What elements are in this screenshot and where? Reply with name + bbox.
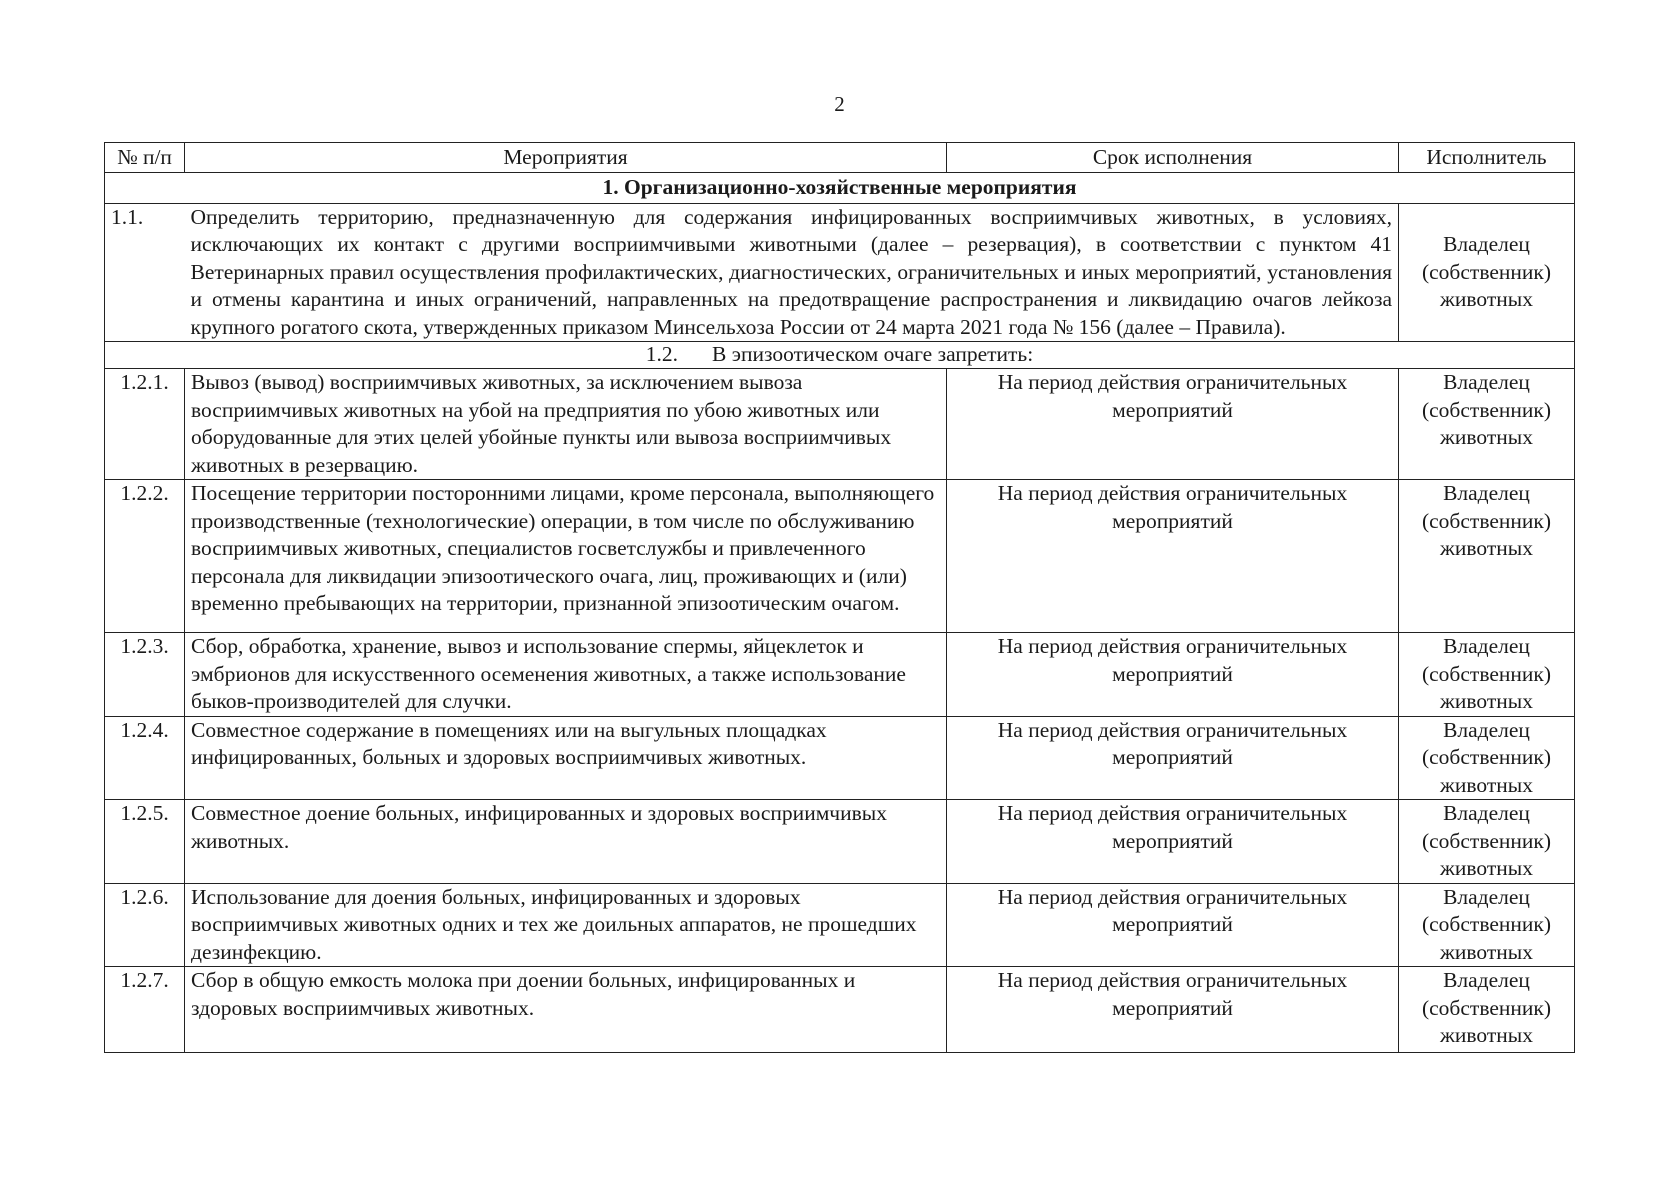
row-term: На период действия ограничительных мероприятий xyxy=(947,800,1399,884)
row-term: На период действия ограничительных мероприятий xyxy=(947,883,1399,967)
page-number: 2 xyxy=(834,92,845,116)
subsection-row xyxy=(105,342,1575,369)
table-row xyxy=(105,369,1575,480)
row-num: 1.2.2. xyxy=(105,480,185,633)
table-row xyxy=(105,800,1575,884)
row-executor: Владелец (собственник) животных xyxy=(1399,369,1575,480)
subsection-title xyxy=(105,342,1575,369)
row-measure: Использование для доения больных, инфицированных и здоровых восприимчивых животных одних и тех же доильных аппаратов, не прошедших дезинфекцию. xyxy=(185,883,947,967)
row-executor: Владелец (собственник) животных xyxy=(1399,716,1575,800)
row-num: 1.2.1. xyxy=(105,369,185,480)
header-measure: Мероприятия xyxy=(185,143,947,173)
row-num: 1.2.5. xyxy=(105,800,185,884)
subsection-num: 1.2. xyxy=(645,342,679,366)
row-num: 1.2.7. xyxy=(105,967,185,1053)
row-num: 1.2.4. xyxy=(105,716,185,800)
row-executor: Владелец (собственник) животных xyxy=(1399,883,1575,967)
item-1-1-executor: Владелец (собственник) животных xyxy=(1399,203,1575,342)
row-executor: Владелец (собственник) животных xyxy=(1399,800,1575,884)
row-measure: Вывоз (вывод) восприимчивых животных, за исключением вывоза восприимчивых животных на убой на предприятия по убою животных или оборудованные для этих целей убойные пункты или вывоза восприимчивых животных в резервацию. xyxy=(185,369,947,480)
row-measure: Сбор в общую емкость молока при доении больных, инфицированных и здоровых восприимчивых животных. xyxy=(185,967,947,1053)
measures-table xyxy=(104,142,1575,1053)
row-num: 1.2.6. xyxy=(105,883,185,967)
row-term: На период действия ограничительных мероприятий xyxy=(947,716,1399,800)
table-row xyxy=(105,203,1575,342)
row-num: 1.2.3. xyxy=(105,633,185,717)
row-term: На период действия ограничительных мероприятий xyxy=(947,369,1399,480)
row-executor: Владелец (собственник) животных xyxy=(1399,967,1575,1053)
subsection-text: В эпизоотическом очаге запретить: xyxy=(712,342,1034,366)
header-term: Срок исполнения xyxy=(947,143,1399,173)
row-measure: Совместное доение больных, инфицированных и здоровых восприимчивых животных. xyxy=(185,800,947,884)
table-header-row xyxy=(105,143,1575,173)
row-term: На период действия ограничительных мероприятий xyxy=(947,967,1399,1053)
table-row xyxy=(105,967,1575,1053)
item-1-1-text: Определить территорию, предназначенную для содержания инфицированных восприимчивых животных, в условиях, исключающих их контакт с другими восприимчивыми животными (далее – резервация), в соответствии с пунктом 41 Ветеринарных правил осуществления профилактических, диагностических, ограничительных и иных мероприятий, установления и отмены карантина и иных ограничений, направленных на предотвращение распространения и ликвидацию очагов лейкоза крупного рогатого скота, утвержденных приказом Минсельхоза России от 24 марта 2021 года № 156 (далее – Правила). xyxy=(185,203,1399,342)
table-row xyxy=(105,633,1575,717)
row-measure: Сбор, обработка, хранение, вывоз и использование спермы, яйцеклеток и эмбрионов для искусственного осеменения животных, а также использование быков-производителей для случки. xyxy=(185,633,947,717)
row-executor: Владелец (собственник) животных xyxy=(1399,633,1575,717)
table-row xyxy=(105,716,1575,800)
section-row xyxy=(105,172,1575,203)
row-executor: Владелец (собственник) животных xyxy=(1399,480,1575,633)
item-1-1-num: 1.1. xyxy=(105,203,185,342)
table-row xyxy=(105,480,1575,633)
row-measure: Посещение территории посторонними лицами, кроме персонала, выполняющего производственные (технологические) операции, в том числе по обслуживанию восприимчивых животных, специалистов госветслужбы и привлеченного персонала для ликвидации эпизоотического очага, лиц, проживающих и (или) временно пребывающих на территории, признанной эпизоотическим очагом. xyxy=(185,480,947,633)
section-title: 1. Организационно-хозяйственные мероприятия xyxy=(105,172,1575,203)
row-measure: Совместное содержание в помещениях или на выгульных площадках инфицированных, больных и здоровых восприимчивых животных. xyxy=(185,716,947,800)
row-term: На период действия ограничительных мероприятий xyxy=(947,480,1399,633)
header-num: № п/п xyxy=(105,143,185,173)
table-row xyxy=(105,883,1575,967)
header-executor: Исполнитель xyxy=(1399,143,1575,173)
row-term: На период действия ограничительных мероприятий xyxy=(947,633,1399,717)
